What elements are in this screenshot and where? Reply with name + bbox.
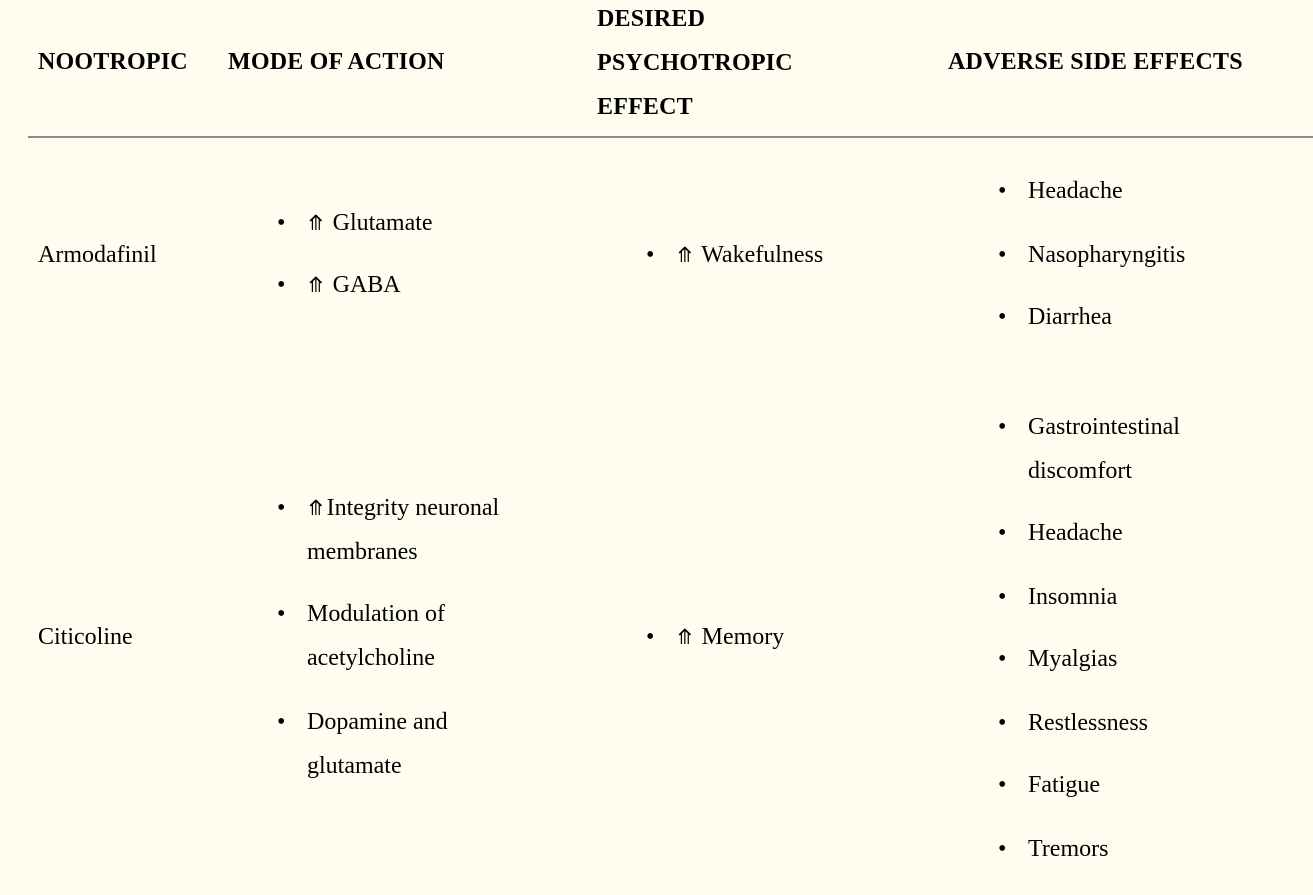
bullet-icon: •: [998, 520, 1007, 546]
list-item-text: GABA: [332, 272, 401, 298]
list-item-text: Nasopharyngitis: [1028, 242, 1186, 268]
bullet-icon: •: [998, 178, 1007, 204]
header-nootropic: NOOTROPIC: [38, 49, 188, 75]
up-arrow-icon: ⤊: [307, 211, 325, 235]
list-item-text-continued: glutamate: [307, 753, 402, 779]
list-item-text-continued: acetylcholine: [307, 645, 435, 671]
mode-of-action-list: [277, 201, 433, 307]
bullet-icon: •: [998, 414, 1007, 440]
list-item: [277, 201, 433, 245]
list-item: [998, 295, 1185, 339]
bullet-icon: •: [646, 624, 655, 650]
list-item: [998, 763, 1180, 807]
bullet-icon: •: [998, 584, 1007, 610]
bullet-icon: •: [998, 772, 1007, 798]
mode-of-action-list: [277, 486, 500, 788]
list-item: [277, 592, 499, 680]
up-arrow-icon: ⤊: [307, 496, 325, 520]
header-desired-line1: DESIRED: [597, 6, 706, 32]
list-item: [646, 233, 824, 277]
bullet-icon: •: [998, 304, 1007, 330]
list-item-text: Dopamine and: [307, 709, 448, 735]
list-item: [998, 575, 1180, 619]
list-item-text: Insomnia: [1028, 584, 1118, 610]
bullet-icon: •: [998, 710, 1007, 736]
list-item-text: Restlessness: [1028, 710, 1148, 736]
list-item-text: Diarrhea: [1028, 304, 1112, 330]
bullet-icon: •: [646, 242, 655, 268]
up-arrow-icon: ⤊: [307, 273, 325, 297]
bullet-icon: •: [998, 646, 1007, 672]
list-item-text: Gastrointestinal: [1028, 414, 1180, 440]
bullet-icon: •: [277, 210, 286, 236]
list-item-text-continued: membranes: [307, 539, 418, 565]
list-item: [998, 637, 1180, 681]
list-item-text: Fatigue: [1028, 772, 1100, 798]
bullet-icon: •: [998, 242, 1007, 268]
header-divider: [28, 136, 1313, 138]
list-item: [277, 263, 433, 307]
list-item: [646, 615, 785, 659]
up-arrow-icon: ⤊: [676, 625, 694, 649]
desired-effect-list: [646, 233, 824, 277]
bullet-icon: •: [277, 272, 286, 298]
list-item-text: Glutamate: [332, 210, 433, 236]
list-item-text: Modulation of: [307, 601, 445, 627]
list-item: [277, 486, 500, 574]
header-adverse-side-effects: ADVERSE SIDE EFFECTS: [948, 49, 1243, 75]
list-item-text: Integrity neuronal: [326, 495, 500, 521]
list-item-text-continued: discomfort: [1028, 458, 1132, 484]
header-mode-of-action: MODE OF ACTION: [228, 49, 445, 75]
list-item-text: Wakefulness: [701, 242, 824, 268]
list-item: [998, 511, 1180, 555]
list-item: [998, 405, 1180, 493]
up-arrow-icon: ⤊: [676, 243, 694, 267]
list-item: [998, 827, 1180, 871]
header-desired-line3: EFFECT: [597, 94, 693, 120]
list-item: [998, 169, 1185, 213]
bullet-icon: •: [998, 836, 1007, 862]
nootropic-name: Armodafinil: [38, 242, 157, 268]
list-item-text: Headache: [1028, 520, 1123, 546]
list-item-text: Myalgias: [1028, 646, 1118, 672]
header-desired-line2: PSYCHOTROPIC: [597, 50, 793, 76]
desired-effect-list: [646, 615, 785, 659]
list-item: [998, 701, 1180, 745]
nootropic-name: Citicoline: [38, 624, 133, 650]
bullet-icon: •: [277, 495, 286, 521]
list-item: [998, 233, 1186, 277]
table-header: [0, 0, 1313, 138]
adverse-effects-list: [998, 405, 1180, 871]
list-item-text: Memory: [701, 624, 785, 650]
bullet-icon: •: [277, 601, 286, 627]
adverse-effects-list: [998, 169, 1186, 339]
header-desired-effect: [597, 0, 793, 129]
list-item: [277, 700, 499, 788]
list-item-text: Tremors: [1028, 836, 1109, 862]
bullet-icon: •: [277, 709, 286, 735]
list-item-text: Headache: [1028, 178, 1123, 204]
